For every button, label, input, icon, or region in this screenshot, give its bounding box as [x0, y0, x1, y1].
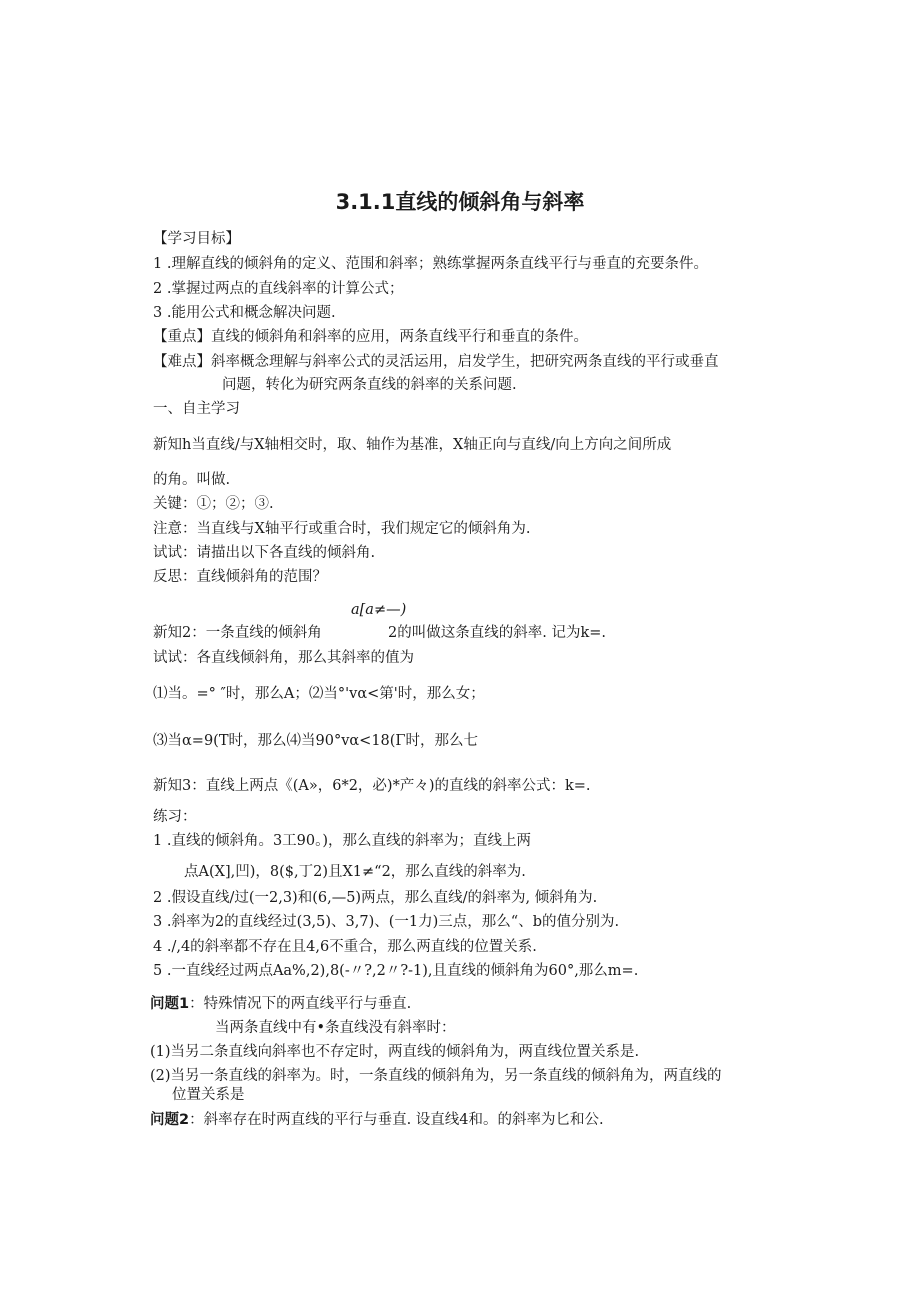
problem-1-sub: 当两条直线中有•条直线没有斜率时： [215, 1020, 456, 1036]
new-knowledge-2-left: 新知2：一条直线的倾斜角 [153, 625, 322, 641]
practice-header: 练习： [153, 809, 197, 825]
reflect: 反思：直线倾斜角的范围？ [153, 569, 327, 585]
try-1: 试试：请描出以下各直线的倾斜角. [153, 545, 376, 561]
section-heading: 一、自主学习 [153, 401, 240, 417]
practice-item-5: 5 .一直线经过两点Aa%,2),8(-〃?,2〃?-1),且直线的倾斜角为60°,那么m=. [153, 963, 639, 979]
goals-header: 【学习目标】 [153, 231, 240, 247]
problem-1-item-1: (1)当另二条直线向斜率也不存定时，两直线的倾斜角为，两直线位置关系是. [150, 1044, 640, 1060]
difficulty-line-2: 问题，转化为研究两条直线的斜率的关系问题. [222, 377, 517, 393]
problem-2-text: ：斜率存在时两直线的平行与垂直. 设直线4和。的斜率为匕和公. [189, 1112, 604, 1128]
practice-item-4: 4 ./,4的斜率都不存在且4,6不重合，那么两直线的位置关系. [153, 939, 537, 955]
practice-item-3: 3 .斜率为2的直线经过(3,5)、3,7)、(一1力)三点，那么“、b的值分别为. [153, 914, 620, 930]
formula-fragment: a[a≠—) [351, 602, 407, 618]
practice-item-1b: 点A(X],凹)，8($,丁2)且X1≠“2，那么直线的斜率为. [184, 864, 526, 880]
goal-item-1: 1 .理解直线的倾斜角的定义、范围和斜率；熟练掌握两条直线平行与垂直的充要条件。 [153, 256, 708, 272]
difficulty-line-1: 【难点】斜率概念理解与斜率公式的灵活运用，启发学生，把研究两条直线的平行或垂直 [153, 354, 719, 370]
new-knowledge-1-line-1: 新知h当直线/与X轴相交时，取、轴作为基准，X轴正向与直线/向上方向之间所成 [153, 437, 672, 453]
goal-item-2: 2 .掌握过两点的直线斜率的计算公式； [153, 281, 404, 297]
problem-2 [150, 1110, 604, 1130]
new-knowledge-2-right: 2的叫做这条直线的斜率. 记为k=. [388, 625, 606, 641]
page-title: 3.1.1直线的倾斜角与斜率 [335, 190, 585, 214]
key-words: 关键：①；②；③. [153, 496, 274, 512]
practice-item-2: 2 .假设直线/过(一2,3)和(6,—5)两点，那么直线/的斜率为, 倾斜角为. [153, 890, 598, 906]
problem-1-item-2-cont: 位置关系是 [172, 1087, 245, 1103]
slope-cases-1: ⑴当。=° ″时，那么A；⑵当°'vα<第'时，那么女； [153, 686, 485, 702]
new-knowledge-1-line-2: 的角。叫做. [153, 472, 231, 488]
new-knowledge-3: 新知3：直线上两点《(A»，6*2，必)*产々)的直线的斜率公式：k=. [153, 778, 591, 794]
problem-1-item-2: (2)当另一条直线的斜率为。时，一条直线的倾斜角为，另一条直线的倾斜角为，两直线的 [150, 1068, 722, 1084]
problem-1 [150, 994, 411, 1014]
try-2: 试试：各直线倾斜角，那么其斜率的值为 [153, 650, 414, 666]
practice-item-1a: 1 .直线的倾斜角。3工90。)，那么直线的斜率为；直线上两 [153, 833, 532, 849]
goal-item-3: 3 .能用公式和概念解决问题. [153, 305, 336, 321]
problem-1-text: ：特殊情况下的两直线平行与垂直. [189, 996, 412, 1012]
problem-1-label: 问题1 [150, 996, 190, 1012]
key-point: 【重点】直线的倾斜角和斜率的应用，两条直线平行和垂直的条件。 [153, 329, 588, 345]
slope-cases-2: ⑶当α=9(T时，那么⑷当90°vα<18(Γ时，那么七 [153, 733, 478, 749]
note: 注意：当直线与X轴平行或重合时，我们规定它的倾斜角为. [153, 521, 531, 537]
problem-2-label: 问题2 [150, 1112, 190, 1128]
